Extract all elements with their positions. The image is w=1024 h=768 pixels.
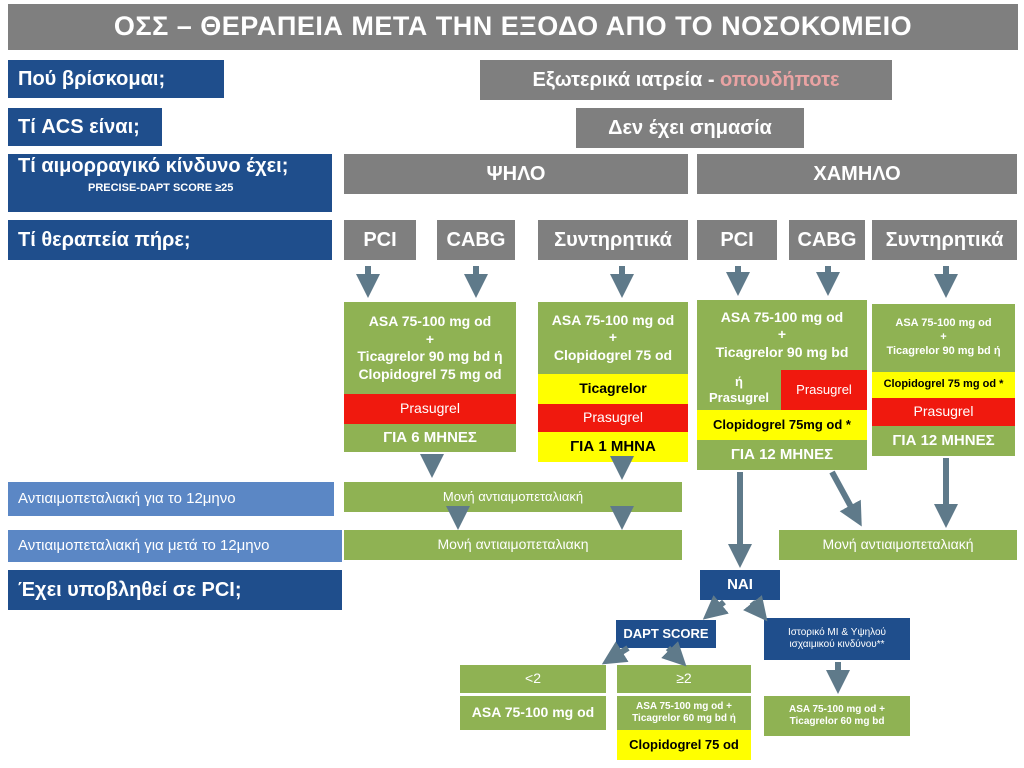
row-within-12-months: Αντιαιμοπεταλιακή για το 12μηνο [8, 482, 334, 516]
regimen-line: ASA 75-100 mg od [551, 311, 675, 328]
regimen-plus: + [425, 330, 435, 347]
regimen-line: ASA 75-100 mg od [368, 313, 492, 329]
answer-yes: ΝΑΙ [700, 570, 780, 600]
low-mono-after-12: Μονή αντιαιμοπεταλιακή [779, 530, 1017, 560]
question-therapy: Τί θεραπεία πήρε; [8, 220, 332, 260]
question-bleeding-label: Τί αιμορραγικό κίνδυνο έχει; [18, 155, 289, 177]
history-line: ισχαιμικού κινδύνου** [789, 639, 885, 650]
dapt-ge2: ≥2 [617, 665, 751, 693]
question-acs: Τί ACS είναι; [8, 108, 162, 146]
low-cons-duration: ΓΙΑ 12 ΜΗΝΕΣ [872, 426, 1015, 456]
high-pci-cabg-duration: ΓΙΑ 6 ΜΗΝΕΣ [344, 424, 516, 452]
low-pci-cabg-duration: ΓΙΑ 12 ΜΗΝΕΣ [697, 440, 867, 470]
arrow [612, 648, 628, 658]
regimen-or: ή [735, 373, 743, 389]
high-pci-cabg-prasugrel: Prasugrel [344, 394, 516, 424]
regimen-line: ASA 75-100 mg od + [788, 703, 886, 715]
answer-where-highlight: οπουδήποτε [720, 68, 840, 91]
regimen-line: Clopidogrel 75 od [553, 346, 673, 363]
dapt-ge2-clopidogrel: Clopidogrel 75 od [617, 730, 751, 760]
regimen-line: Ticagrelor 90 mg bd ή [886, 344, 1001, 357]
low-cons-prasugrel: Prasugrel [872, 398, 1015, 426]
question-where: Πού βρίσκομαι; [8, 60, 224, 98]
therapy-low-cabg: CABG [789, 220, 865, 260]
regimen-plus: + [777, 326, 787, 343]
page-title: ΟΣΣ – ΘΕΡΑΠΕΙΑ ΜΕΤΑ ΤΗΝ ΕΞΟΔΟ ΑΠΟ ΤΟ ΝΟΣΟΚΟΜΕΙΟ [8, 4, 1018, 50]
therapy-low-pci: PCI [697, 220, 777, 260]
arrow [668, 648, 678, 658]
question-bleeding-sub: PRECISE-DAPT SCORE ≥25 [88, 182, 234, 194]
arrow [712, 602, 724, 612]
regimen-line: Ticagrelor 90 mg bd [715, 343, 849, 360]
regimen-line: Clopidogrel 75 mg od [358, 365, 502, 382]
low-pci-cabg-clopidogrel: Clopidogrel 75mg od * [697, 410, 867, 440]
therapy-high-conservative: Συντηρητικά [538, 220, 688, 260]
arrow [752, 602, 760, 612]
low-cons-clopidogrel: Clopidogrel 75 mg od * [872, 372, 1015, 398]
regimen-plus: + [608, 329, 618, 346]
regimen-line: Ticagrelor 60 mg bd ή [632, 713, 736, 724]
high-mono-within-12: Μονή αντιαιμοπεταλιακή [344, 482, 682, 512]
row-after-12-months: Αντιαιμοπεταλιακή για μετά το 12μηνο [8, 530, 342, 562]
dapt-lt2-therapy: ASA 75-100 mg od [460, 696, 606, 730]
low-pci-cabg-prasugrel: Prasugrel [781, 370, 867, 410]
dapt-score: DAPT SCORE [616, 620, 716, 648]
regimen-line: Ticagrelor 60 mg bd [789, 716, 885, 727]
question-pci-done: Έχει υποβληθεί σε PCI; [8, 570, 342, 610]
high-mono-after-12: Μονή αντιαιμοπεταλιακη [344, 530, 682, 560]
dapt-lt2: <2 [460, 665, 606, 693]
answer-acs: Δεν έχει σημασία [576, 108, 804, 148]
bleeding-high: ΨΗΛΟ [344, 154, 688, 194]
bleeding-low: ΧΑΜΗΛΟ [697, 154, 1017, 194]
therapy-high-pci: PCI [344, 220, 416, 260]
regimen-line: Prasugrel [709, 390, 769, 405]
arrow [832, 472, 856, 516]
high-cons-prasugrel: Prasugrel [538, 404, 688, 432]
history-line: Ιστορικό MI & Υψηλού [787, 626, 887, 638]
regimen-plus: + [940, 331, 947, 344]
high-cons-duration: ΓΙΑ 1 ΜΗΝΑ [538, 432, 688, 462]
regimen-line: Ticagrelor 90 mg bd ή [357, 348, 503, 364]
answer-where-main: Εξωτερικά ιατρεία - [532, 68, 721, 91]
therapy-low-conservative: Συντηρητικά [872, 220, 1017, 260]
therapy-high-cabg: CABG [437, 220, 515, 260]
regimen-line: ASA 75-100 mg od + [635, 700, 733, 712]
regimen-line: ASA 75-100 mg od [720, 308, 844, 325]
high-cons-ticagrelor: Ticagrelor [538, 374, 688, 404]
regimen-line: ASA 75-100 mg od [895, 317, 992, 330]
